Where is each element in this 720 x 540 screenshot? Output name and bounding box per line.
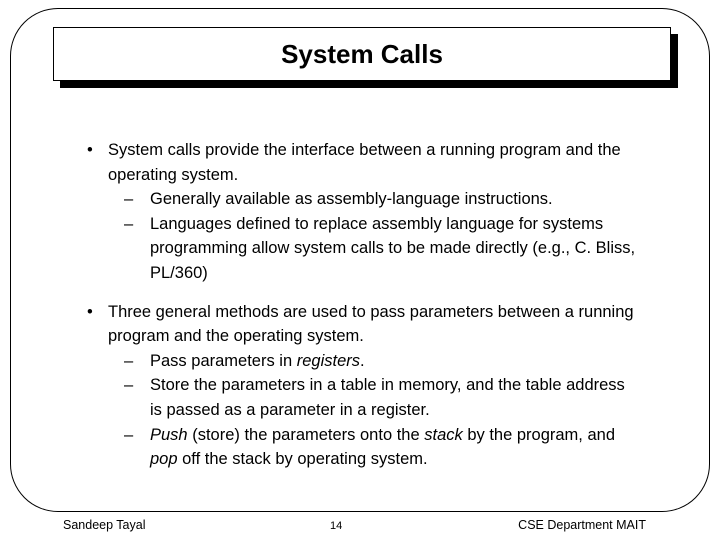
dash-glyph: – — [124, 376, 134, 395]
dash-glyph: – — [124, 425, 134, 444]
bullet-2 — [80, 300, 640, 472]
sub-bullet-text: Languages defined to replace assembly language for systems programming allow system calls to be made directly (e.g., C. Bliss, PL/360) — [150, 214, 636, 282]
slide-title: System Calls — [281, 38, 443, 69]
bullet-dot: • — [87, 302, 93, 321]
bullet-dot: • — [87, 141, 93, 159]
dash-glyph: – — [124, 190, 134, 209]
emphasis: pop — [150, 450, 178, 469]
emphasis: stack — [424, 425, 463, 444]
sub-bullet — [108, 212, 640, 286]
sub-bullet — [108, 187, 640, 212]
sub-bullet — [108, 349, 640, 374]
emphasis: registers — [296, 351, 361, 370]
bullet-1-text: System calls provide the interface between a running program and the operating system. — [108, 141, 621, 184]
sub-bullet-text: Push (store) the parameters onto the stack by the program, and pop off the stack by operating system. — [150, 425, 616, 469]
sub-bullet-text: Pass parameters in registers. — [150, 351, 365, 370]
slide-body — [80, 138, 640, 472]
dash-glyph: – — [124, 214, 134, 233]
sub-bullet-text: Generally available as assembly-language instructions. — [150, 190, 553, 209]
footer-author: Sandeep Tayal — [63, 518, 146, 532]
emphasis: Push — [150, 425, 188, 444]
footer-page-number: 14 — [330, 520, 343, 532]
dash-glyph: – — [124, 351, 134, 370]
bullet-1 — [80, 138, 640, 286]
footer-department: CSE Department MAIT — [518, 518, 646, 532]
title-box — [53, 27, 671, 81]
sub-bullet-text: Store the parameters in a table in memory, and the table address is passed as a parameter in a register. — [150, 376, 625, 419]
bullet-2-text: Three general methods are used to pass parameters between a running program and the operating system. — [108, 302, 634, 346]
sub-bullet — [108, 423, 640, 472]
sub-bullet — [108, 373, 640, 422]
